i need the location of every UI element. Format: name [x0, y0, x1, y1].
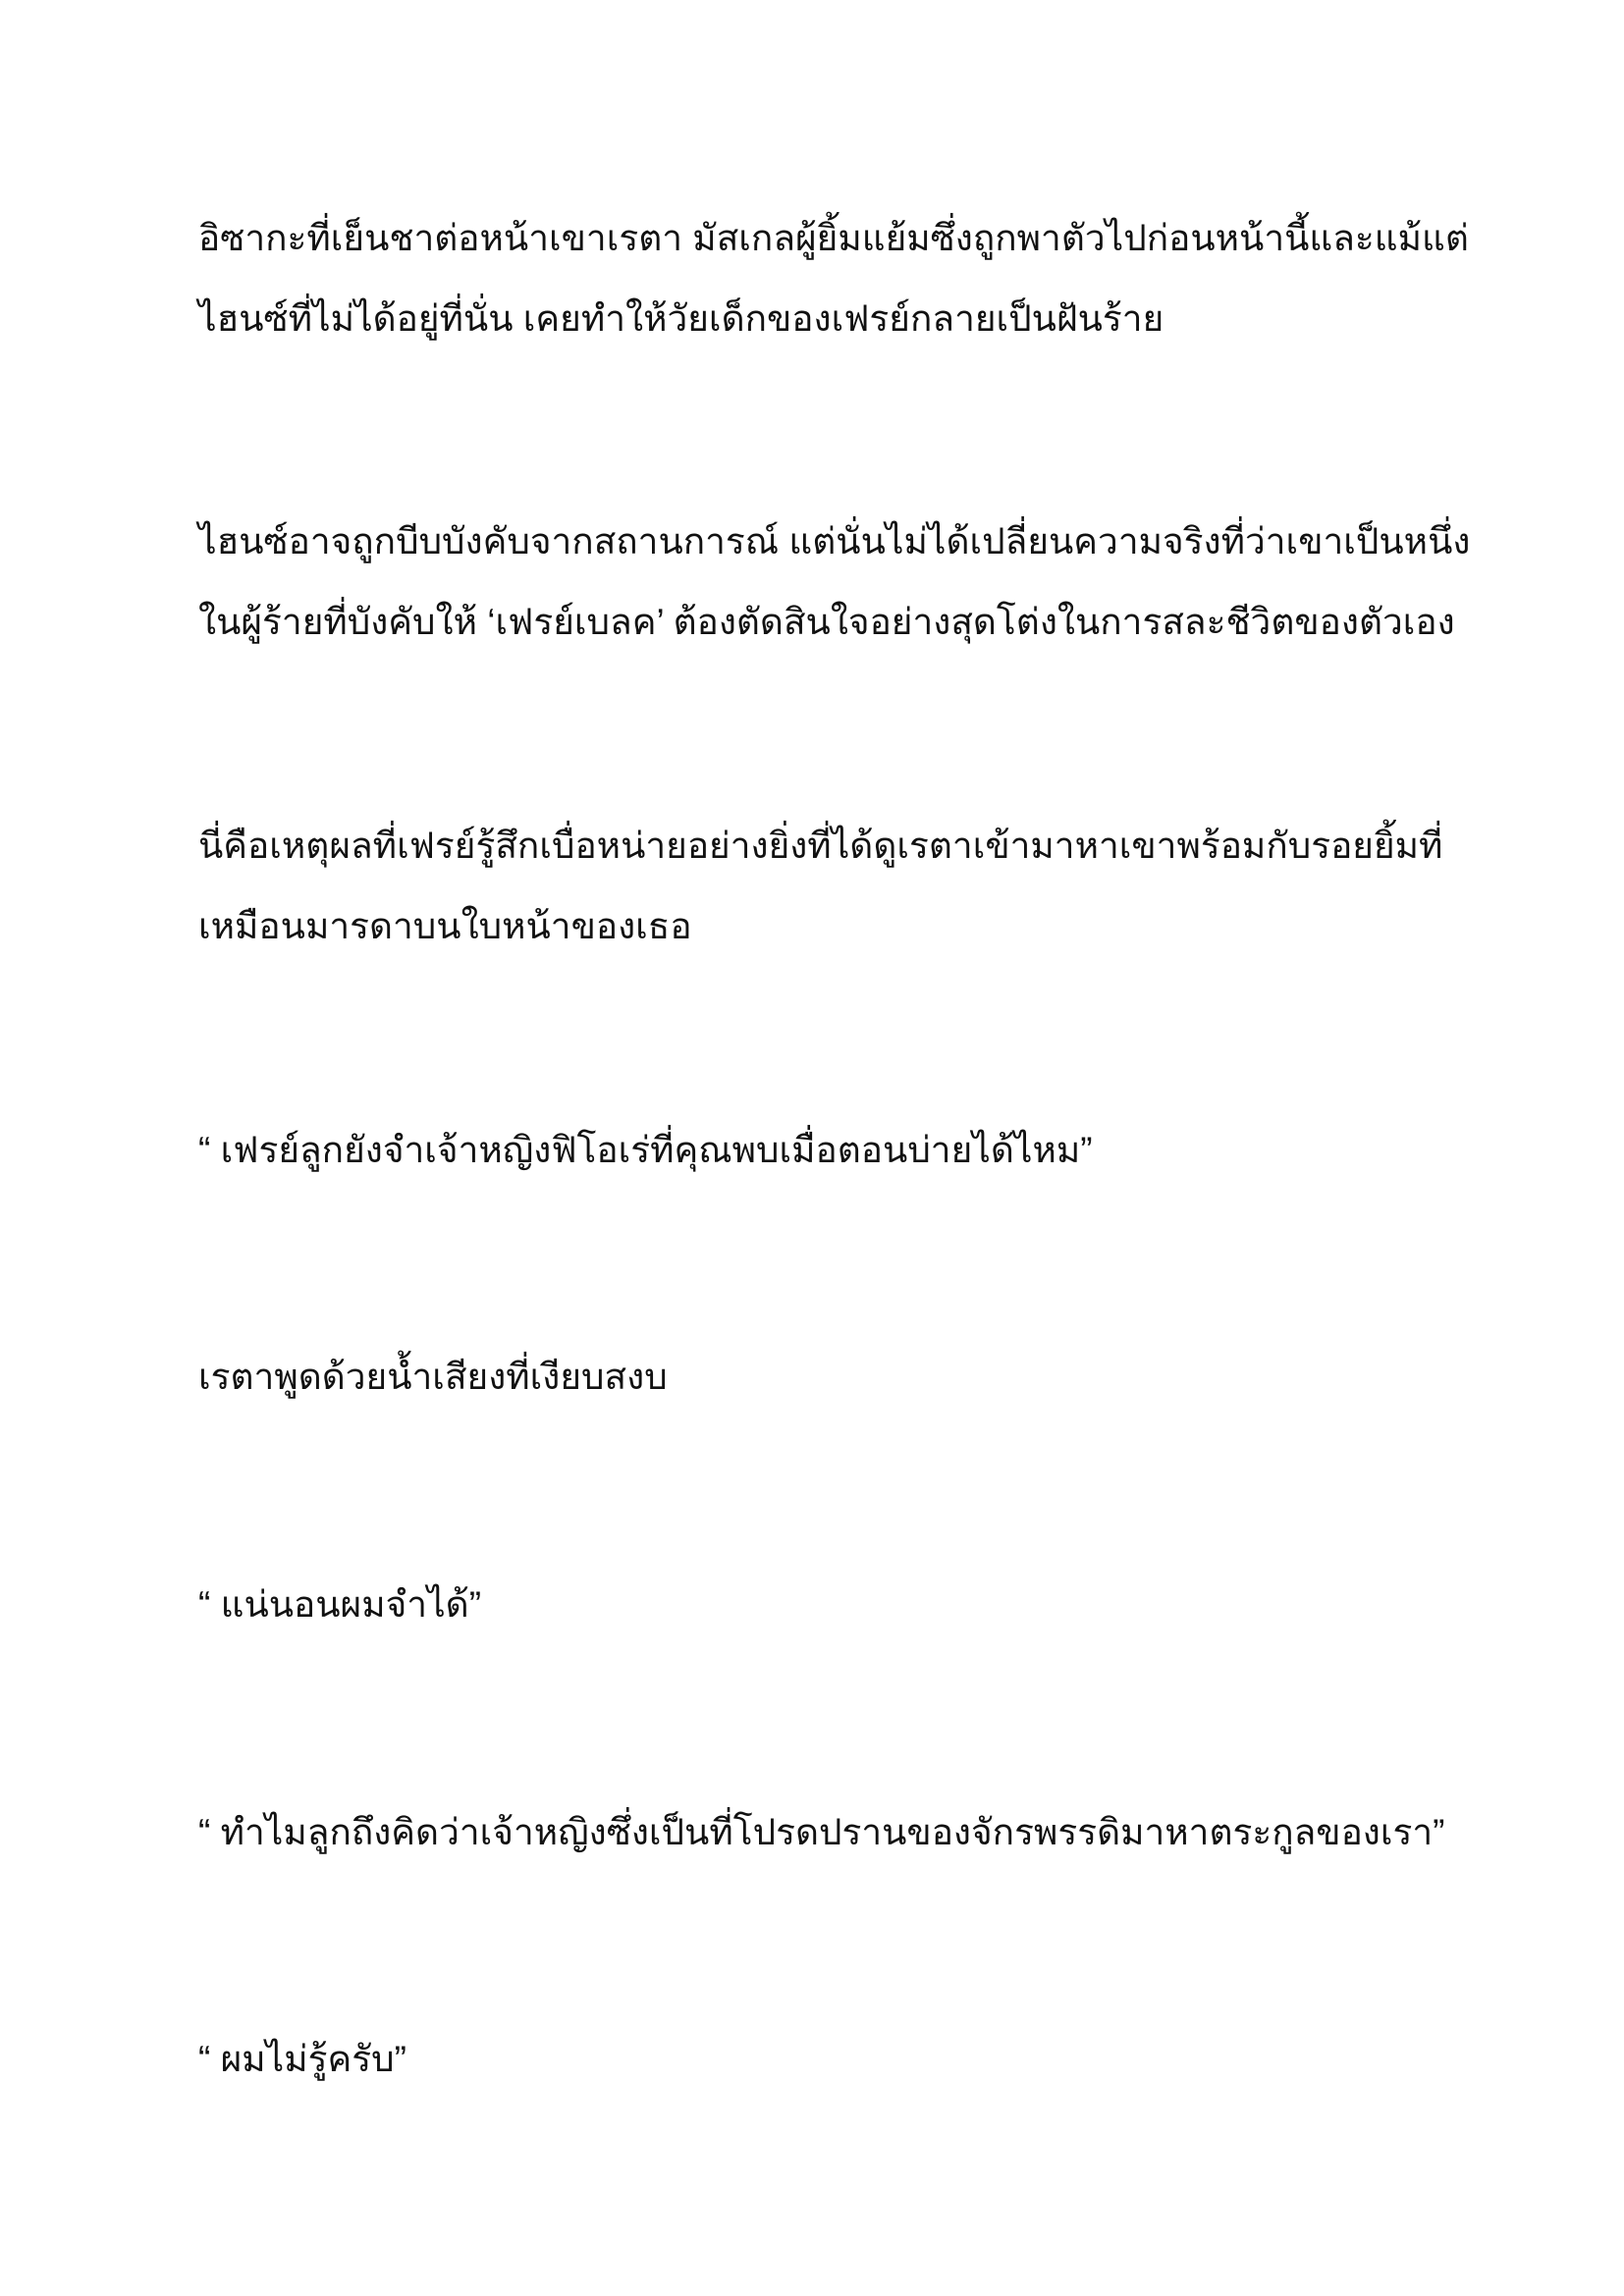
paragraph-line: “ เฟรย์ลูกยังจำเจ้าหญิงฟิโอเร่ที่คุณพบเมื่อตอนบ่ายได้ไหม”: [198, 1130, 1093, 1170]
paragraph-line: ในผู้ร้ายที่บังคับให้ ‘เฟรย์เบลค’ ต้องตัดสินใจอย่างสุดโต่งในการสละชีวิตของตัวเอง: [198, 602, 1455, 642]
paragraph-5: [198, 1337, 1475, 1417]
paragraph-line: อิซากะที่เย็นชาต่อหน้าเขาเรตา มัสเกลผู้ยิ้มแย้มซึ่งถูกพาตัวไปก่อนหน้านี้และแม้แต่: [198, 218, 1469, 258]
paragraph-line: เรตาพูดด้วยน้ำเสียงที่เงียบสงบ: [198, 1357, 668, 1397]
paragraph-line: “ ผมไม่รู้ครับ”: [198, 2039, 406, 2079]
paragraph-line: ไฮนซ์อาจถูกบีบบังคับจากสถานการณ์ แต่นั่นไม่ได้เปลี่ยนความจริงที่ว่าเขาเป็นหนึ่ง: [198, 521, 1471, 561]
paragraph-3: [198, 806, 1475, 967]
paragraph-line: ไฮนซ์ที่ไม่ได้อยู่ที่นั่น เคยทำให้วัยเด็กของเฟรย์กลายเป็นฝันร้าย: [198, 298, 1164, 339]
paragraph-line: เหมือนมารดาบนใบหน้าของเธอ: [198, 906, 692, 946]
paragraph-1: [198, 198, 1475, 359]
paragraph-line: “ แน่นอนผมจำได้”: [198, 1584, 482, 1625]
paragraph-line: นี่คือเหตุผลที่เฟรย์รู้สึกเบื่อหน่ายอย่างยิ่งที่ได้ดูเรตาเข้ามาหาเขาพร้อมกับรอยยิ้มที่: [198, 826, 1443, 866]
paragraph-6: [198, 1565, 1475, 1645]
paragraph-2: [198, 502, 1475, 663]
paragraph-4: [198, 1110, 1475, 1191]
paragraph-7: [198, 1792, 1475, 1873]
paragraph-line: “ ทำไมลูกถึงคิดว่าเจ้าหญิงซึ่งเป็นที่โปรดปรานของจักรพรรดิมาหาตระกูลของเรา”: [198, 1812, 1445, 1852]
paragraph-8: [198, 2019, 1475, 2100]
